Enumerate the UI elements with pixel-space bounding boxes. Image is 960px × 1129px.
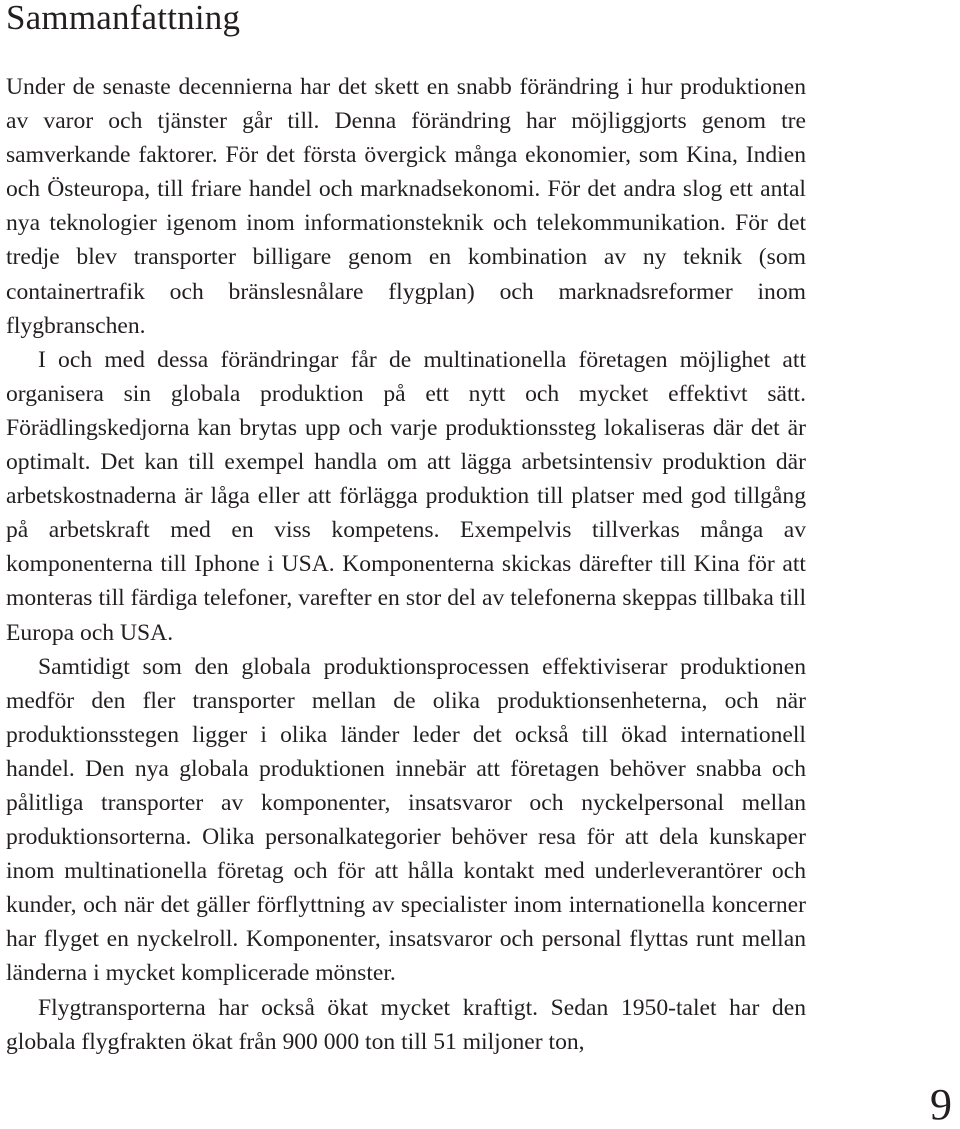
- paragraph-4: Flygtransporterna har också ökat mycket kraftigt. Sedan 1950-talet har den globala flygfrakten ökat från 900 000 ton till 51 miljoner ton,: [6, 994, 806, 1055]
- section-heading: Sammanfattning: [6, 0, 241, 37]
- paragraph-2: I och med dessa förändringar får de multinationella företagen möjlighet att organisera sin globala produktion på ett nytt och mycket effektivt sätt. Förädlingskedjorna kan brytas upp och varje produktionssteg lokaliseras där det är optimalt. Det kan till exempel handla om att lägga arbetsintensiv produktion där arbetskostnaderna är låga eller att förlägga produktion till platser med god tillgång på arbetskraft med en viss kompetens. Exempelvis tillverkas många av komponenterna till Iphone i USA. Komponenterna skickas därefter till Kina för att monteras till färdiga telefoner, varefter en stor del av telefonerna skeppas tillbaka till Europa och USA.: [6, 346, 806, 646]
- page-number: 9: [930, 1080, 952, 1129]
- body-text: [6, 70, 806, 1059]
- paragraph-1: Under de senaste decennierna har det skett en snabb förändring i hur produktionen av varor och tjänster går till. Denna förändring har möjliggjorts genom tre samverkande faktorer. För det första övergick många ekonomier, som Kina, Indien och Östeuropa, till friare handel och marknadsekonomi. För det andra slog ett antal nya teknologier igenom inom informationsteknik och telekommunikation. För det tredje blev transporter billigare genom en kombination av ny teknik (som containertrafik och bränslesnålare flygplan) och marknadsreformer inom flygbranschen.: [6, 74, 806, 339]
- paragraph-3: Samtidigt som den globala produktionsprocessen effektiviserar produktionen medför den fler transporter mellan de olika produktionsenheterna, och när produktionsstegen ligger i olika länder leder det också till ökad internationell handel. Den nya globala produktionen innebär att företagen behöver snabba och pålitliga transporter av komponenter, insatsvaror och nyckelpersonal mellan produktionsorterna. Olika personalkategorier behöver resa för att dela kunskaper inom multinationella företag och för att hålla kontakt med underleverantörer och kunder, och när det gäller förflyttning av specialister inom internationella koncerner har flyget en nyckelroll. Komponenter, insatsvaror och personal flyttas runt mellan länderna i mycket komplicerade mönster.: [6, 653, 806, 987]
